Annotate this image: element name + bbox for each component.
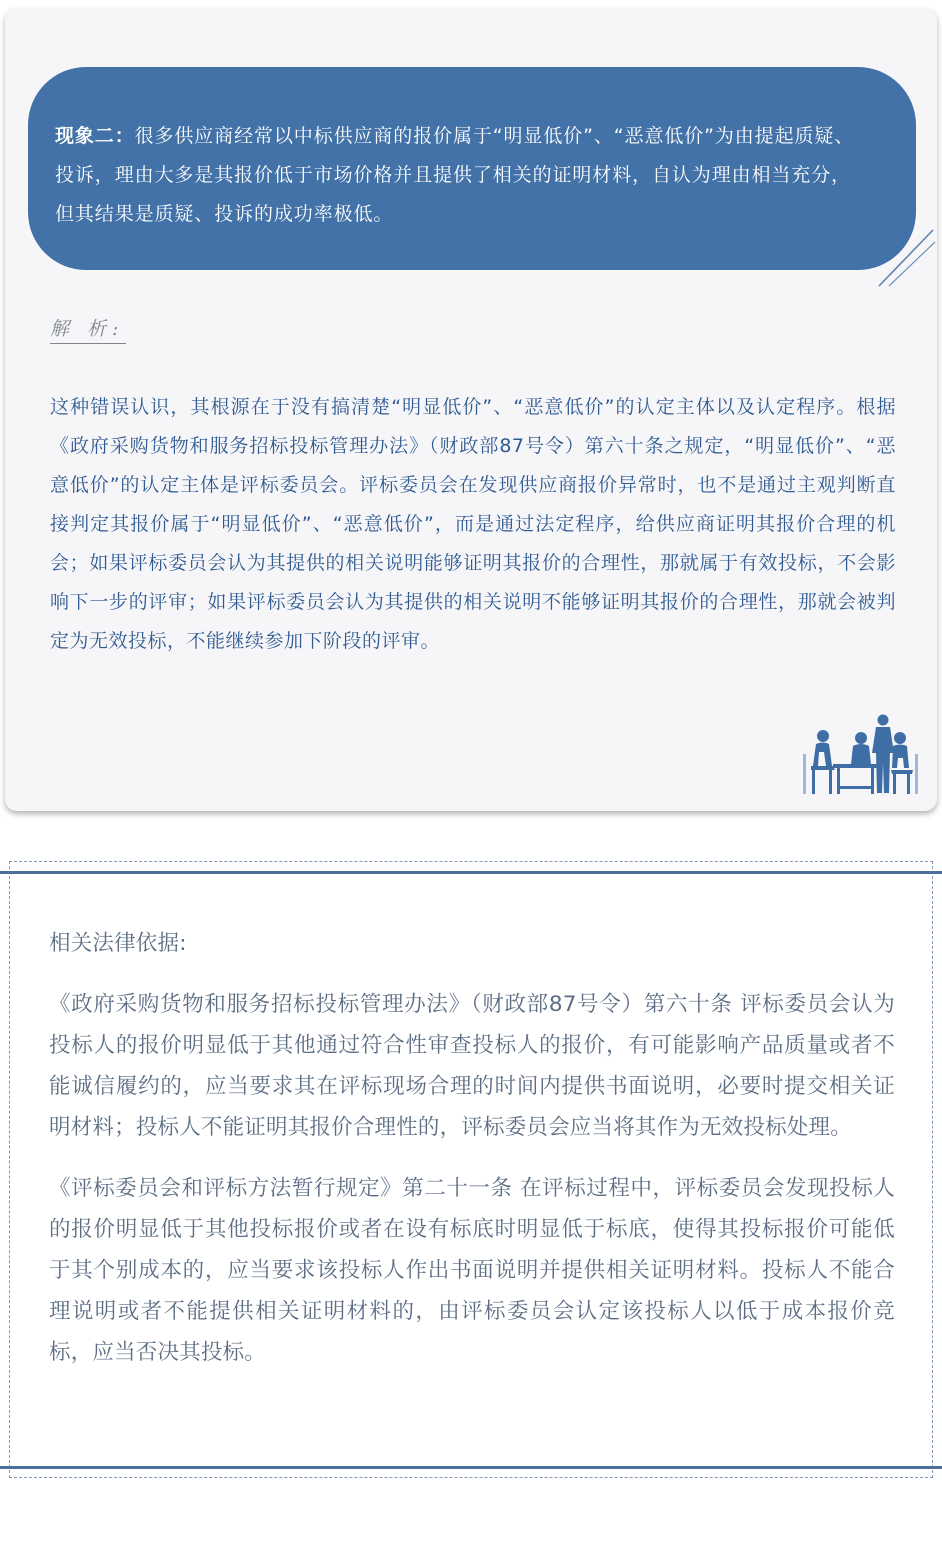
legal-paragraph: 《政府采购货物和服务招标投标管理办法》（财政部87号令）第六十条 评标委员会认为投标人的报价明显低于其他通过符合性审查投标人的报价，有可能影响产品质量或者不能诚信履约的，应当要求其在评标现场合理的时间内提供书面说明，必要时提交相关证明材料；投标人不能证明其报价合理性的，评标委员会应当将其作为无效投标处理。 xyxy=(49,992,895,1140)
legal-basis-content xyxy=(49,923,895,1393)
phenomenon-text: 很多供应商经常以中标供应商的报价属于“明显低价”、“恶意低价”为由提起质疑、投诉，理由大多是其报价低于市场价格并且提供了相关的证明材料，自认为理由相当充分，但其结果是质疑、投诉的成功率极低。 xyxy=(55,125,855,225)
phenomenon-bubble xyxy=(28,67,916,270)
analysis-title: 解 析: xyxy=(50,314,126,344)
analysis-card xyxy=(5,8,937,811)
slash-decoration-icon xyxy=(875,228,937,288)
legal-basis-box xyxy=(0,861,942,1478)
meeting-people-icon xyxy=(803,714,918,796)
bottom-rule xyxy=(0,1466,942,1469)
top-rule xyxy=(0,871,942,874)
phenomenon-label: 现象二： xyxy=(55,125,135,147)
legal-basis-heading: 相关法律依据: xyxy=(49,931,187,956)
analysis-body: 这种错误认识，其根源在于没有搞清楚“明显低价”、“恶意低价”的认定主体以及认定程序。根据《政府采购货物和服务招标投标管理办法》（财政部87号令）第六十条之规定，“明显低价”、“恶意低价”的认定主体是评标委员会。评标委员会在发现供应商报价异常时，也不是通过主观判断直接判定其报价属于“明显低价”、“恶意低价”，而是通过法定程序，给供应商证明其报价合理的机会；如果评标委员会认为其提供的相关说明能够证明其报价的合理性，那就属于有效投标，不会影响下一步的评审；如果评标委员会认为其提供的相关说明不能够证明其报价的合理性，那就会被判定为无效投标，不能继续参加下阶段的评审。 xyxy=(50,396,896,652)
legal-paragraph: 《评标委员会和评标方法暂行规定》第二十一条 在评标过程中，评标委员会发现投标人的报价明显低于其他投标报价或者在设有标底时明显低于标底，使得其投标报价可能低于其个别成本的，应当要求该投标人作出书面说明并提供相关证明材料。投标人不能合理说明或者不能提供相关证明材料的，由评标委员会认定该投标人以低于成本报价竞标，应当否决其投标。 xyxy=(49,1176,895,1365)
